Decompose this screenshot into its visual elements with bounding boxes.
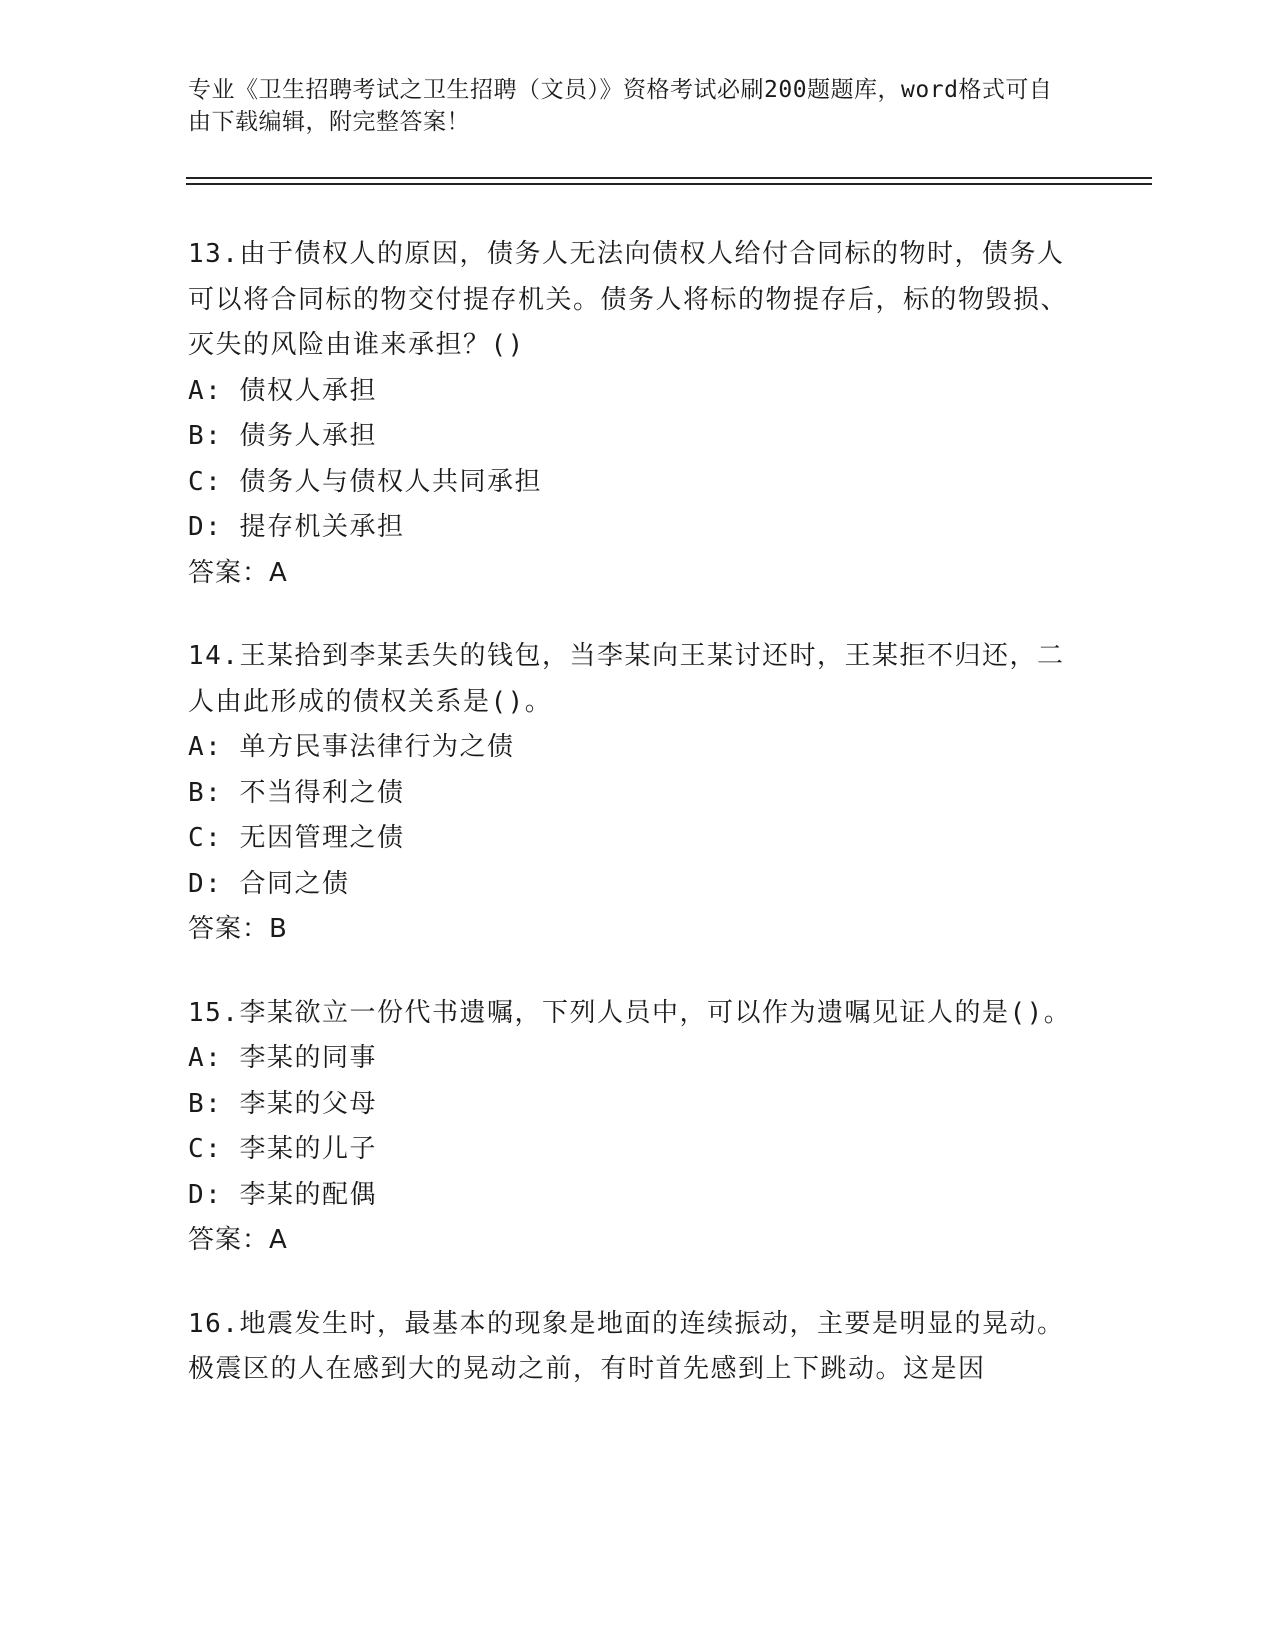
option-b: B: 李某的父母	[188, 1088, 377, 1119]
header-divider-bottom	[186, 183, 1152, 185]
option-c: C: 无因管理之债	[188, 823, 405, 853]
question-text: 14.王某拾到李某丢失的钱包，当李某向王某讨还时，王某拒不归还，二人由此形成的债权关系是()。	[188, 641, 1065, 717]
question-16	[188, 1302, 1078, 1393]
question-list	[188, 232, 1078, 1431]
option-c: C: 李某的儿子	[188, 1134, 377, 1164]
question-13	[188, 232, 1078, 596]
option-b: B: 债务人承担	[188, 421, 377, 451]
question-15	[188, 991, 1078, 1264]
answer: 答案：A	[188, 1225, 288, 1255]
question-text: 16.地震发生时，最基本的现象是地面的连续振动，主要是明显的晃动。极震区的人在感到大的晃动之前，有时首先感到上下跳动。这是因	[188, 1308, 1065, 1384]
option-a: A: 单方民事法律行为之债	[188, 732, 515, 762]
header-divider-top	[186, 177, 1152, 179]
question-14	[188, 634, 1078, 953]
option-d: D: 李某的配偶	[188, 1179, 377, 1210]
option-d: D: 提存机关承担	[188, 512, 405, 542]
document-header: 专业《卫生招聘考试之卫生招聘（文员）》资格考试必刷200题题库，word格式可自由下载编辑，附完整答案！	[188, 77, 1053, 135]
answer: 答案：A	[188, 557, 288, 588]
option-c: C: 债务人与债权人共同承担	[188, 466, 542, 497]
option-b: B: 不当得利之债	[188, 777, 405, 808]
option-a: A: 李某的同事	[188, 1043, 377, 1073]
question-text: 13.由于债权人的原因，债务人无法向债权人给付合同标的物时，债务人可以将合同标的物交付提存机关。债务人将标的物提存后，标的物毁损、灭失的风险由谁来承担？()	[188, 239, 1069, 360]
option-a: A: 债权人承担	[188, 375, 377, 406]
question-text: 15.李某欲立一份代书遗嘱，下列人员中，可以作为遗嘱见证人的是()。	[188, 997, 1072, 1028]
option-d: D: 合同之债	[188, 868, 350, 899]
answer: 答案：B	[188, 914, 288, 944]
